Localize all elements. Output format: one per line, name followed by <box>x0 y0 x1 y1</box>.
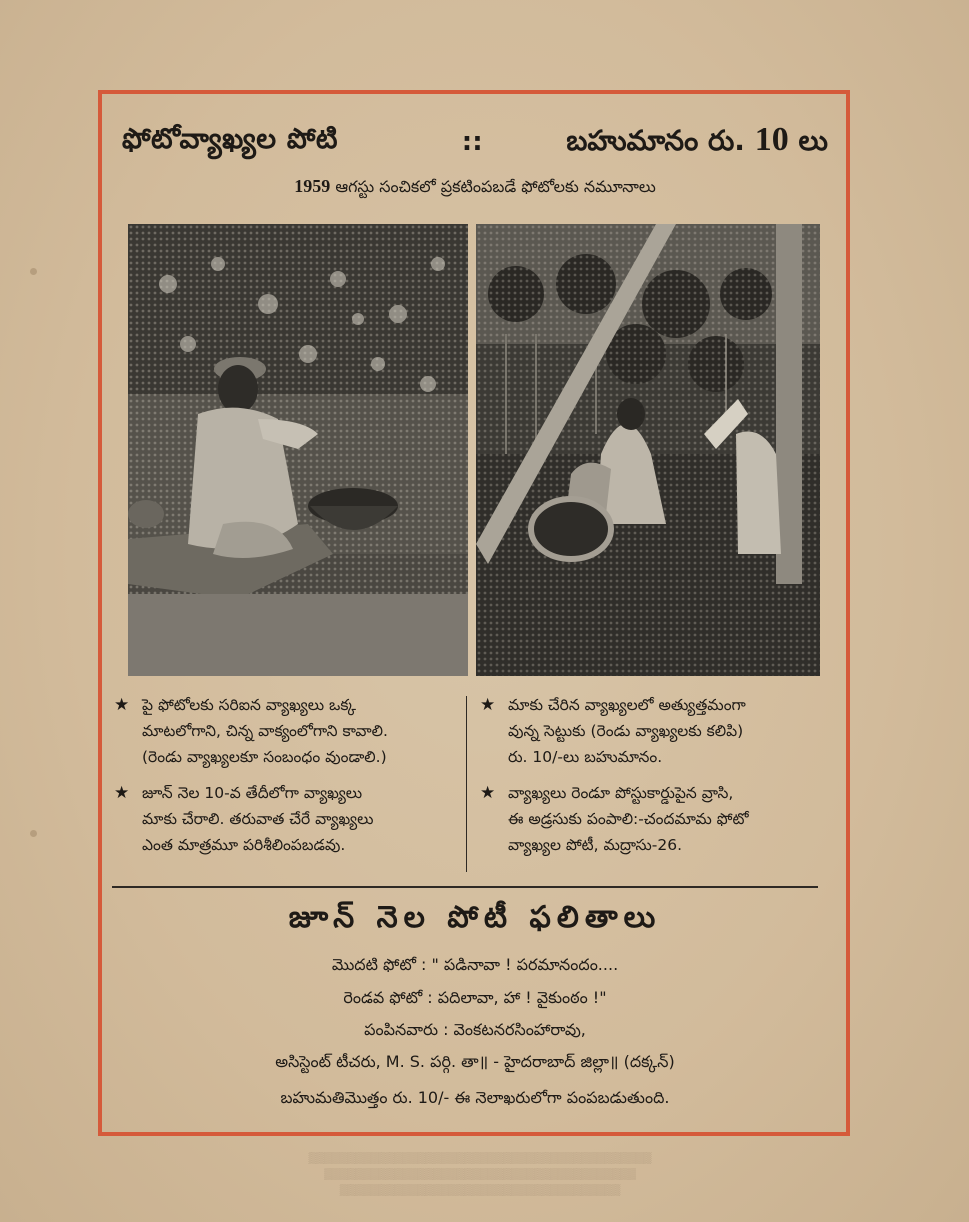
photo-sample-two <box>476 224 820 676</box>
subheading <box>100 176 850 200</box>
photo-sample-one <box>128 224 468 676</box>
punch-hole <box>30 830 37 837</box>
prize-amount: 10 <box>754 120 789 158</box>
star-icon: ★ <box>114 783 130 803</box>
contest-title: ఫోటోవ్యాఖ్యల పోటి <box>122 122 339 155</box>
rule-item <box>114 780 460 858</box>
contest-rules <box>108 692 820 882</box>
photo-one-illustration <box>128 224 468 676</box>
punch-hole <box>30 268 37 275</box>
rule-line: మాటలోగాని, చిన్న వాక్యంలోగాని కావాలి. <box>142 722 388 740</box>
rule-line: (రెండు వ్యాఖ్యలకూ సంబంధం వుండాలి.) <box>142 748 387 766</box>
rule-line: రు. 10/-లు బహుమానం. <box>508 748 663 766</box>
star-icon: ★ <box>114 695 130 715</box>
rule-line: మాకు చేరిన వ్యాఖ్యలలో అత్యుత్తమంగా <box>508 696 746 714</box>
rules-column-left <box>114 692 460 868</box>
rule-item <box>480 780 826 858</box>
rules-column-right <box>480 692 826 868</box>
subheading-text: ఆగస్టు సంచికలో ప్రకటింపబడే ఫోటోలకు నమూనాలు <box>335 177 656 196</box>
rule-item <box>480 692 826 770</box>
second-photo-caption: రెండవ ఫోటో : పదిలావా, హా ! వైకుంఠం !" <box>343 988 607 1007</box>
first-photo-caption: మొదటి ఫోటో : " పడినావా ! పరమానందం.... <box>331 955 619 974</box>
rule-line: వ్యాఖ్యల పోటీ, మద్రాసు-26. <box>508 836 683 854</box>
winner-address: అసిస్టెంట్ టీచరు, M. S. పర్గి. తా॥ - హైదరాబాద్ జిల్లా॥ (దక్కన్) <box>275 1052 675 1071</box>
rule-line: వున్న సెట్టుకు (రెండు వ్యాఖ్యలకు కలిపి) <box>508 722 744 740</box>
bleed-through-text: ▒▒▒▒▒▒▒▒▒▒▒▒▒▒▒▒▒▒▒▒▒▒▒▒▒▒▒▒▒▒▒▒▒▒▒▒▒▒▒▒▒▒▒▒ ▒▒▒▒▒▒▒▒▒▒▒▒▒▒▒▒▒▒▒▒▒▒▒▒▒▒▒▒▒▒▒▒▒▒▒▒▒▒▒▒ ▒▒▒▒▒▒▒▒▒▒▒▒▒▒▒▒▒▒▒▒▒▒▒▒▒▒▒▒▒▒▒▒▒▒▒▒ <box>308 1152 652 1196</box>
rule-item <box>114 692 460 770</box>
rule-line: ఈ అడ్రసుకు పంపాలి:-చందమామ ఫోటో <box>508 810 749 828</box>
rule-line: ఎంత మాత్రమూ పరిశీలింపబడవు. <box>142 836 346 854</box>
subheading-year: 1959 <box>294 176 331 196</box>
photo-two-illustration <box>476 224 820 676</box>
star-icon: ★ <box>480 695 496 715</box>
prize-label: బహుమానం రు. <box>566 123 745 157</box>
prize-heading <box>566 121 828 164</box>
winner-name: పంపినవారు : వెంకటనరసింహారావు, <box>364 1020 586 1039</box>
section-divider <box>112 886 818 888</box>
column-divider <box>466 696 467 872</box>
contest-header <box>100 120 850 164</box>
rule-line: వ్యాఖ్యలు రెండూ పోస్టుకార్డుపైన వ్రాసి, <box>508 784 734 802</box>
rule-line: పై ఫోటోలకు సరిఐన వ్యాఖ్యలు ఒక్క <box>142 696 356 714</box>
prize-note: బహుమతిమొత్తం రు. 10/- ఈ నెలాఖరులోగా పంపబడుతుంది. <box>280 1088 670 1107</box>
rule-line: జూన్ నెల 10-వ తేదీలోగా వ్యాఖ్యలు <box>142 784 363 802</box>
prize-suffix: లు <box>798 123 828 157</box>
header-separator: :: <box>461 127 483 157</box>
rule-line: మాకు చేరాలి. తరువాత చేరే వ్యాఖ్యలు <box>142 810 374 828</box>
star-icon: ★ <box>480 783 496 803</box>
results-title: జూన్ నెల పోటీ ఫలితాలు <box>288 900 662 935</box>
